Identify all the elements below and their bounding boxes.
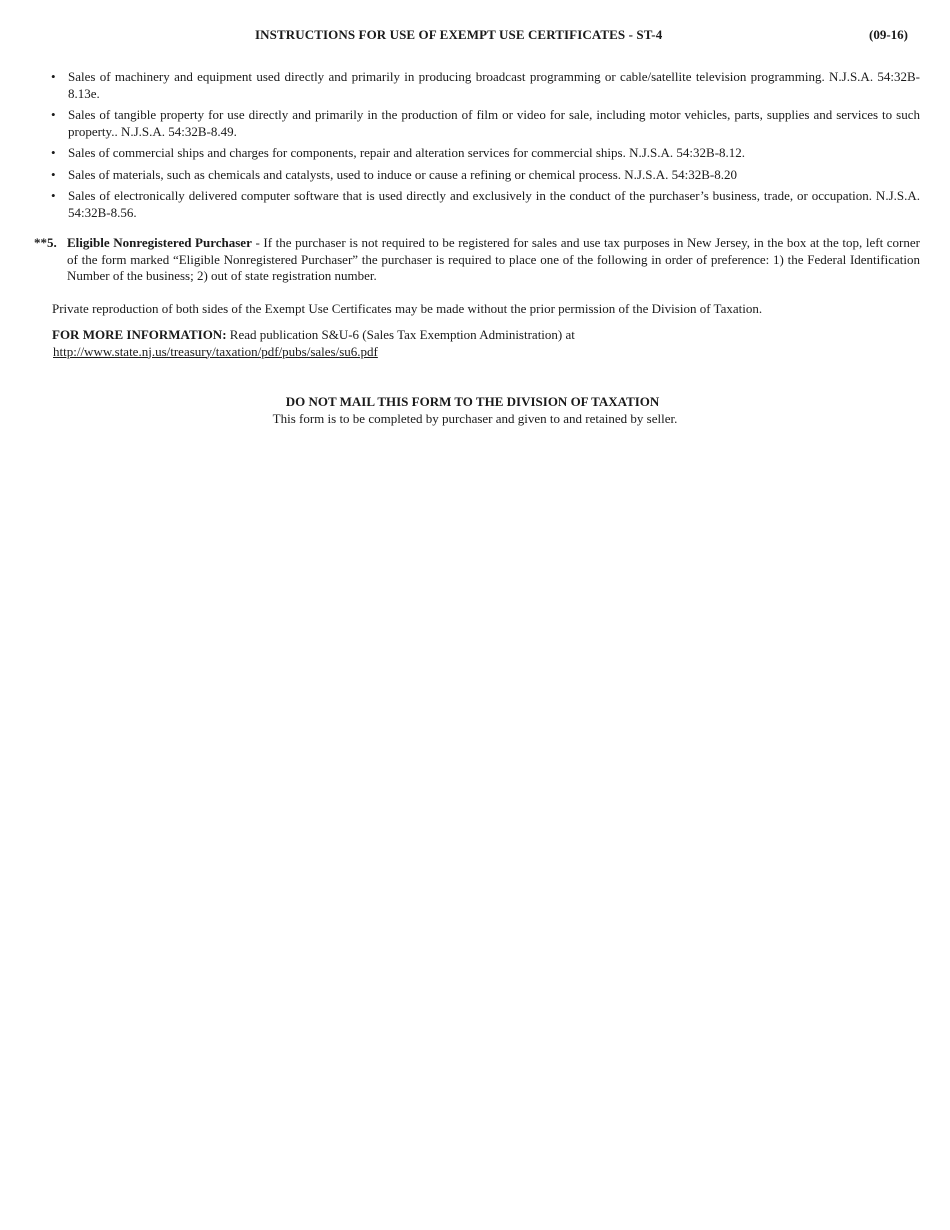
revision-code: (09-16) xyxy=(869,27,908,42)
exemption-bullet-list xyxy=(50,69,920,226)
eligible-nonregistered-purchaser-section xyxy=(34,235,920,285)
list-item-text: Sales of machinery and equipment used directly and primarily in producing broadcast programming or cable/satellite television programming. N.J.S.A. 54:32B-8.13e. xyxy=(68,69,920,101)
mailing-notice xyxy=(0,394,950,427)
list-item xyxy=(50,167,920,184)
document-title: INSTRUCTIONS FOR USE OF EXEMPT USE CERTIFICATES - ST-4 xyxy=(255,27,663,42)
list-item-text: Sales of commercial ships and charges for components, repair and alteration services for commercial ships. N.J.S.A. 54:32B-8.12. xyxy=(68,145,746,160)
bullet-icon: • xyxy=(51,69,56,84)
list-item xyxy=(50,145,920,162)
more-information xyxy=(52,327,920,360)
reproduction-note: Private reproduction of both sides of the Exempt Use Certificates may be made without the prior permission of the Division of Taxation. xyxy=(52,301,763,316)
publication-link[interactable]: http://www.state.nj.us/treasury/taxation/pdf/pubs/sales/su6.pdf xyxy=(53,343,378,359)
notice-subtitle: This form is to be completed by purchaser and given to and retained by seller. xyxy=(272,410,678,426)
bullet-icon: • xyxy=(51,107,56,122)
item-body xyxy=(67,235,920,285)
list-item xyxy=(50,107,920,140)
more-info-text: Read publication S&U-6 (Sales Tax Exemption Administration) at xyxy=(226,327,575,342)
bullet-icon: • xyxy=(51,166,56,182)
item-text: - If the purchaser is not required to be registered for sales and use tax purposes in New Jersey, in the box at the top, left corner of the form marked “Eligible Nonregistered Purchaser” the purchaser is required to place one of the following in order of preference: 1) the Federal Identification Number of the business; 2) out of state registration number. xyxy=(67,235,920,283)
bullet-icon: • xyxy=(51,188,56,203)
list-item xyxy=(50,69,920,102)
more-info-label: FOR MORE INFORMATION: xyxy=(52,327,227,342)
list-item xyxy=(50,188,920,221)
list-item-text: Sales of materials, such as chemicals and catalysts, used to induce or cause a refining or chemical process. N.J.S.A. 54:32B-8.20 xyxy=(68,166,737,182)
bullet-icon: • xyxy=(51,145,56,160)
item-heading: Eligible Nonregistered Purchaser xyxy=(67,235,252,250)
list-item-text: Sales of electronically delivered computer software that is used directly and exclusively in the conduct of the purchaser’s business, trade, or occupation. N.J.S.A. 54:32B-8.56. xyxy=(68,188,920,220)
item-number: **5. xyxy=(34,235,57,250)
notice-title: DO NOT MAIL THIS FORM TO THE DIVISION OF TAXATION xyxy=(285,394,660,409)
list-item-text: Sales of tangible property for use directly and primarily in the production of film or video for sale, including motor vehicles, parts, supplies and services to such property.. N.J.S.A. 54:32B-8.49. xyxy=(68,107,920,139)
